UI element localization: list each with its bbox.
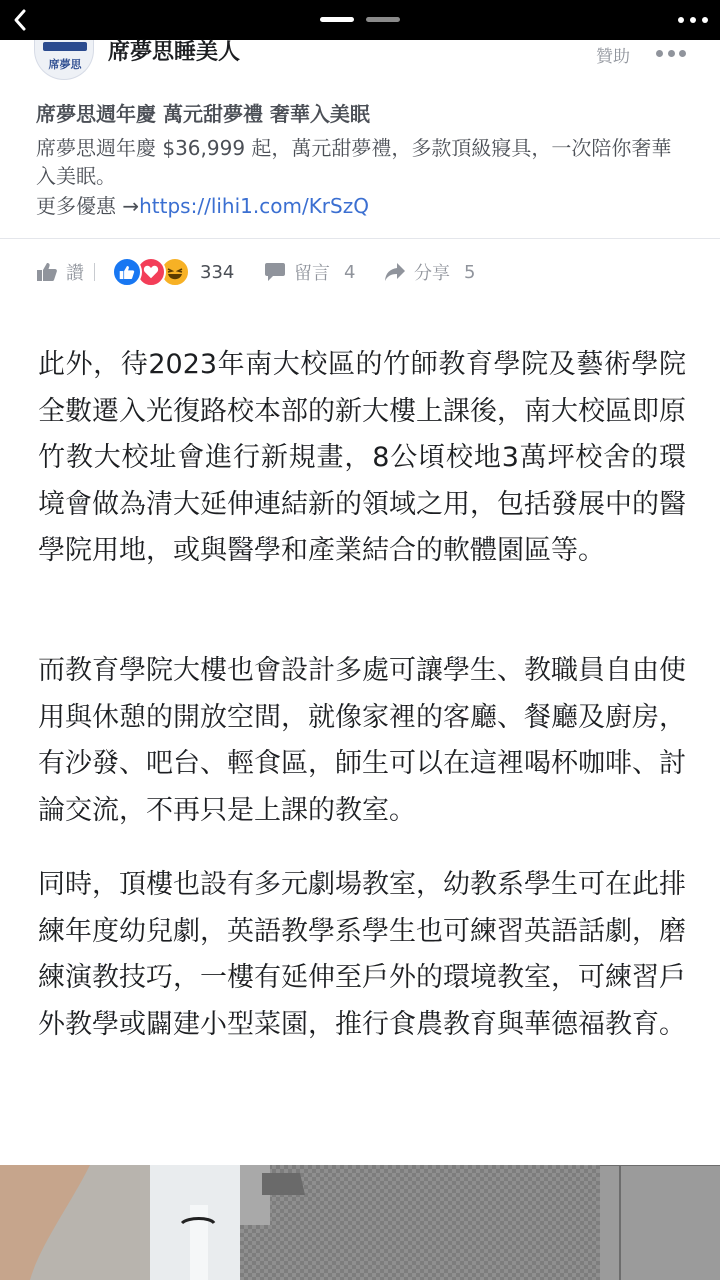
ad-headline[interactable]: 席夢思週年慶 萬元甜夢禮 奢華入美眠 <box>36 102 370 126</box>
comment-label: 留言 <box>294 263 330 284</box>
reaction-summary[interactable] <box>112 256 234 288</box>
sponsored-label: 贊助 <box>596 47 630 67</box>
article-paragraph: 而教育學院大樓也會設計多處可讓學生、教職員自由使用與休憩的開放空間，就像家裡的客廳、餐廳及廚房，有沙發、吧台、輕食區，師生可以在這裡喝杯咖啡、討論交流，不再只是上課的教室。 <box>38 655 686 826</box>
back-button[interactable] <box>0 0 40 40</box>
reaction-count: 334 <box>200 261 235 283</box>
page-indicator-inactive <box>366 17 400 22</box>
like-separator <box>94 263 95 281</box>
ad-link[interactable]: https://lihi1.com/KrSzQ <box>139 194 369 218</box>
action-bar <box>0 250 720 294</box>
ad-body: 席夢思週年慶 $36,999 起，萬元甜夢禮，多款頂級寢具，一次陪你奢華入美眠。 <box>36 136 672 188</box>
photo-content <box>0 1165 720 1280</box>
share-count: 5 <box>464 261 476 283</box>
share-button[interactable] <box>384 250 475 294</box>
divider <box>0 238 720 239</box>
like-button[interactable] <box>36 250 95 294</box>
sponsor-logo[interactable] <box>34 40 94 80</box>
comment-icon <box>264 262 286 282</box>
share-arrow-icon <box>384 262 406 282</box>
article-paragraph: 此外，待2023年南大校區的竹師教育學院及藝術學院全數遷入光復路校本部的新大樓上課後，南大校區即原竹教大校址會進行新規畫，8公頃校地3萬坪校舍的環境會做為清大延伸連結新的領域之用，包括發展中的醫學院用地，或與醫學和產業結合的軟體園區等。 <box>38 349 686 566</box>
top-bar <box>0 0 720 40</box>
article-paragraph: 同時，頂樓也設有多元劇場教室，幼教系學生可在此排練年度幼兒劇，英語教學系學生也可練習英語話劇，磨練演教技巧，一樓有延伸至戶外的環境教室，可練習戶外教學或闢建小型菜園，推行食農教育與華德福教育。 <box>38 869 686 1040</box>
like-reaction-icon <box>112 257 142 287</box>
logo-band <box>43 42 87 51</box>
ad-more-offers <box>36 192 369 220</box>
comment-count: 4 <box>344 261 356 283</box>
thumbs-up-icon <box>36 262 58 282</box>
ad-options-icon[interactable] <box>656 48 686 58</box>
comment-button[interactable] <box>264 250 355 294</box>
sponsored-ad[interactable] <box>0 40 720 238</box>
share-label: 分享 <box>414 263 450 284</box>
like-label: 讚 <box>66 263 84 284</box>
page-indicator-active <box>320 17 354 22</box>
article-photo[interactable] <box>0 1165 720 1280</box>
ad-more-prefix: 更多優惠 → <box>36 194 140 218</box>
logo-text: 席夢思 <box>48 58 82 71</box>
more-horizontal-icon[interactable] <box>678 10 708 30</box>
sponsor-name[interactable]: 席夢思睡美人 <box>108 40 241 65</box>
chevron-left-icon <box>11 8 29 32</box>
